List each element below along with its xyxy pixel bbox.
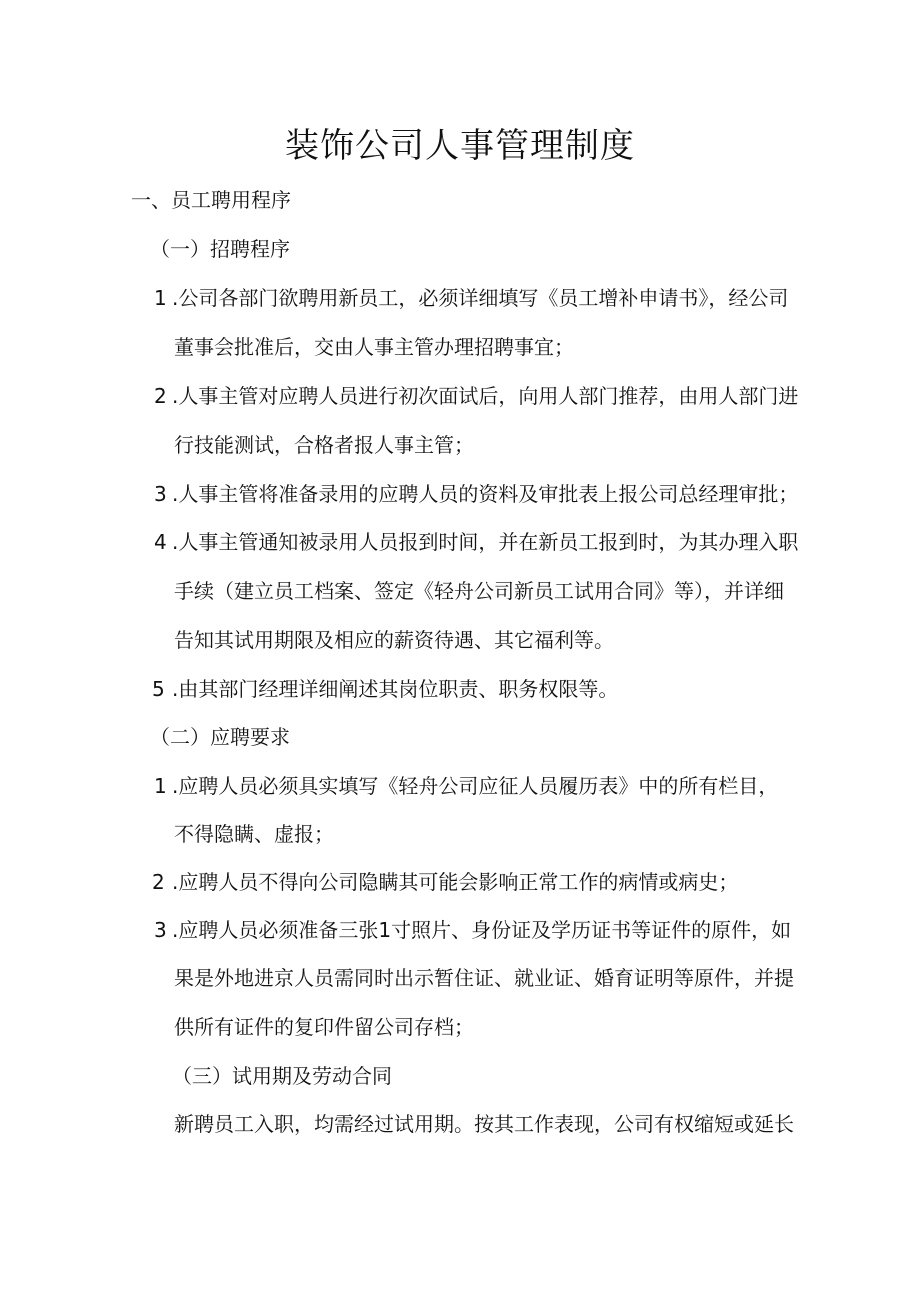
- list-item-text: 手续（建立员工档案、签定《轻舟公司新员工试用合同》等），并详细: [174, 579, 784, 603]
- list-item-text: .人事主管通知被录用人员报到时间，并在新员工报到时，为其办理入职: [172, 530, 799, 554]
- list-item-text: 果是外地进京人员需同时出示暂住证、就业证、婚育证明等原件，并提: [174, 966, 794, 990]
- list-item-number: 1: [154, 774, 167, 798]
- list-item-number: 4: [154, 530, 167, 554]
- list-item-number: 2: [154, 384, 167, 408]
- section-heading: 一、员工聘用程序: [131, 188, 291, 212]
- list-item-number: 2: [152, 870, 165, 894]
- list-item-text: .由其部门经理详细阐述其岗位职责、职务权限等。: [172, 677, 619, 701]
- list-item-text: .人事主管对应聘人员进行初次面试后，向用人部门推荐，由用人部门进: [172, 384, 799, 408]
- list-item-text: 行技能测试，合格者报人事主管；: [174, 433, 474, 457]
- list-item-number: 3: [154, 918, 167, 942]
- subsection-heading-requirements: （二）应聘要求: [150, 725, 290, 749]
- list-item-text: .人事主管将准备录用的应聘人员的资料及审批表上报公司总经理审批；: [172, 482, 799, 506]
- list-item-text: 董事会批准后，交由人事主管办理招聘事宜；: [174, 335, 574, 359]
- list-item-number: 3: [154, 482, 167, 506]
- paragraph-text: 新聘员工入职，均需经过试用期。按其工作表现，公司有权缩短或延长: [174, 1112, 794, 1136]
- subsection-heading-probation: （三）试用期及劳动合同: [172, 1064, 392, 1088]
- list-item-text: 不得隐瞒、虚报；: [174, 822, 334, 846]
- subsection-heading-recruitment: （一）招聘程序: [150, 237, 290, 261]
- document-title: 装饰公司人事管理制度: [285, 126, 635, 166]
- list-item-number: 5: [152, 677, 165, 701]
- list-item-text: 供所有证件的复印件留公司存档；: [174, 1015, 474, 1039]
- list-item-text: .公司各部门欲聘用新员工，必须详细填写《员工增补申请书》，经公司: [172, 286, 789, 310]
- list-item-number: 1: [154, 286, 167, 310]
- list-item-text: .应聘人员必须具实填写《轻舟公司应征人员履历表》中的所有栏目，: [172, 774, 779, 798]
- list-item-text: 告知其试用期限及相应的薪资待遇、其它福利等。: [174, 628, 614, 652]
- list-item-text: .应聘人员不得向公司隐瞒其可能会影响正常工作的病情或病史；: [172, 870, 739, 894]
- list-item-text: .应聘人员必须准备三张1寸照片、身份证及学历证书等证件的原件，如: [172, 918, 792, 942]
